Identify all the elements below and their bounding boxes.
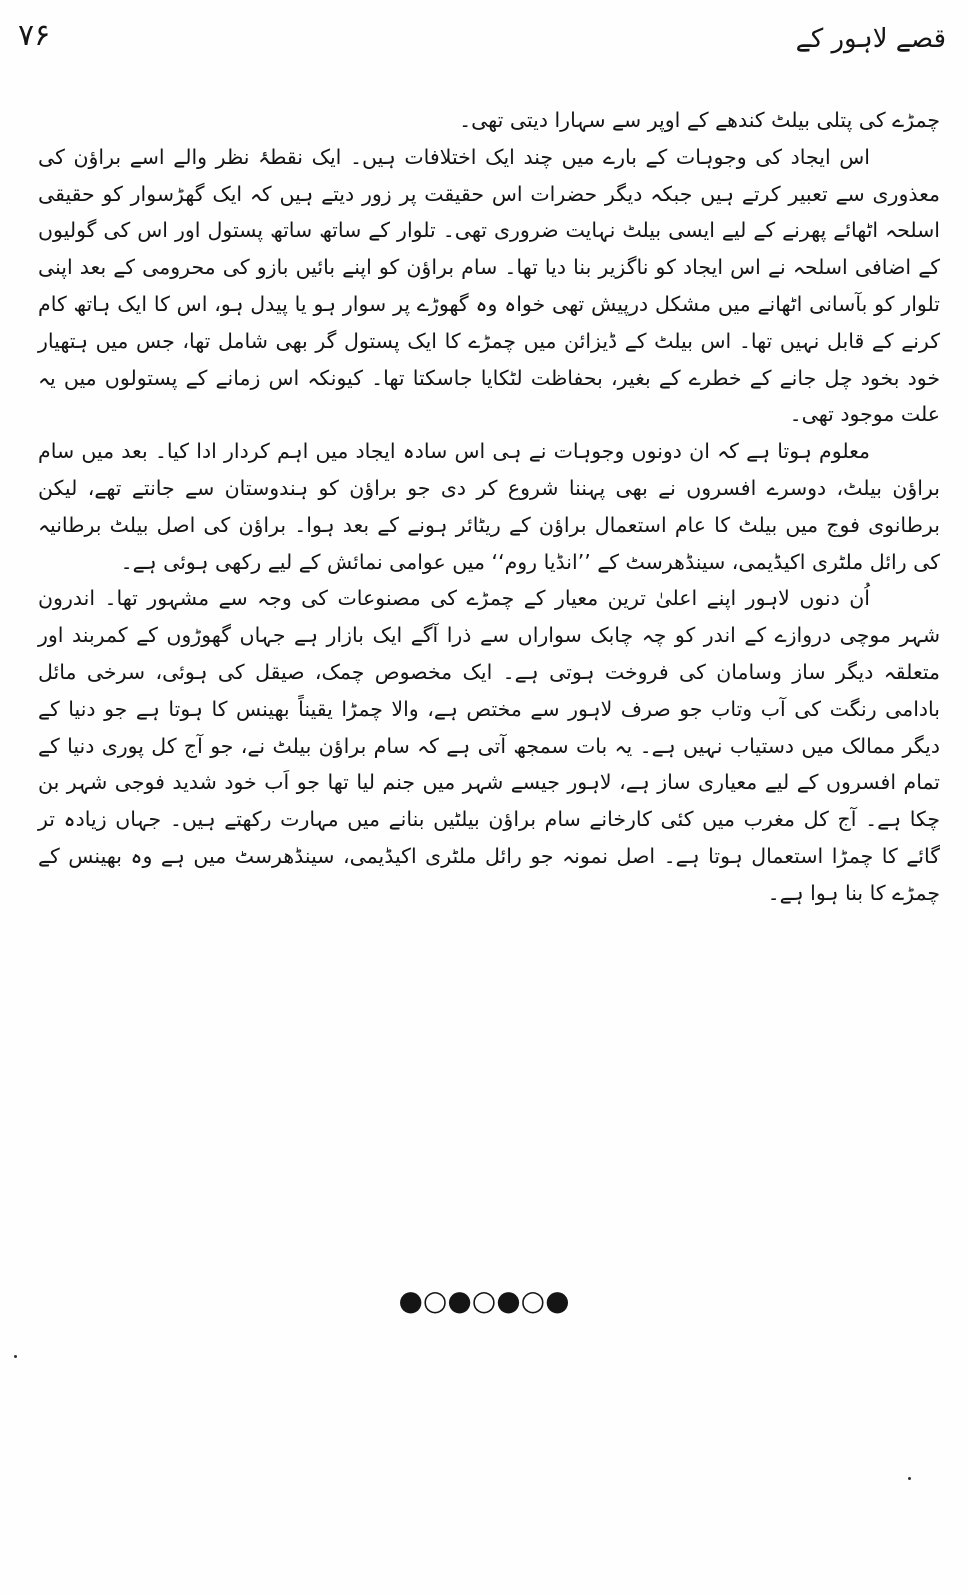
scan-speck [14, 1355, 17, 1358]
body-text [38, 102, 940, 912]
paragraph-2: اس ایجاد کی وجوہات کے بارے میں چند ایک اختلافات ہیں۔ ایک نقطۂ نظر والے اسے براؤن کی معذوری سے تعبیر کرتے ہیں جبکہ دیگر حضرات اس حقیقت پر زور دیتے ہیں کہ ایک گھڑسوار کو حقیقی اسلحہ اٹھائے پھرنے کے لیے ایسی بیلٹ نہایت ضروری تھی۔ تلوار کے ساتھ ساتھ پستول اور اس کی گولیوں کے اضافی اسلحہ نے اس ایجاد کو ناگزیر بنا دیا تھا۔ سام براؤن کو اپنے بائیں بازو کی محرومی کے بعد اپنی تلوار کو بآسانی اٹھانے میں مشکل درپیش تھی خواہ وہ گھوڑے پر سوار ہو یا پیدل ہو، اس کا ایک ہاتھ کام کرنے کے قابل نہیں تھا۔ اس بیلٹ کے ڈیزائن میں چمڑے کا ایک پستول گر بھی شامل تھا، جس میں ہتھیار خود بخود چل جانے کے خطرے کے بغیر، بحفاظت لٹکایا جاسکتا تھا۔ کیونکہ اس زمانے کے پستولوں میں یہ علت موجود تھی۔ [38, 144, 940, 427]
paragraph-4: اُن دنوں لاہور اپنے اعلیٰ ترین معیار کے چمڑے کی مصنوعات کی وجہ سے مشہور تھا۔ اندرون شہر موچی دروازے کے اندر کو چہ چابک سواراں سے ذرا آگے ایک بازار ہے جہاں گھوڑوں کے کمربند اور متعلقہ دیگر ساز وسامان کی فروخت ہوتی ہے۔ ایک مخصوص چمک، صیقل کی ہوئی، سرخی مائل بادامی رنگت کی آب وتاب جو صرف لاہور سے مختص ہے، والا چمڑا یقیناً بھینس کا ہوتا ہے جو دنیا کے دیگر ممالک میں دستیاب نہیں ہے۔ یہ بات سمجھ آتی ہے کہ سام براؤن بیلٹ نے، جو آج کل پوری دنیا کے تمام افسروں کے لیے معیاری ساز ہے، لاہور جیسے شہر میں جنم لیا تھا جو اَب خود شدید فوجی شہر بن چکا ہے۔ آج کل مغرب میں کئی کارخانے سام براؤن بیلٹیں بنانے میں مہارت رکھتے ہیں۔ جہاں زیادہ تر گائے کا چمڑا استعمال ہوتا ہے۔ اصل نمونہ جو رائل ملٹری اکیڈیمی، سینڈھرسٹ میں ہے وہ بھینس کے چمڑے کا بنا ہوا ہے۔ [38, 586, 940, 905]
section-end-ornament: ●○●○●○● [398, 1284, 570, 1317]
paragraph-1: چمڑے کی پتلی بیلٹ کندھے کے اوپر سے سہارا دیتی تھی۔ [459, 108, 940, 132]
paragraph-3: معلوم ہوتا ہے کہ ان دونوں وجوہات نے ہی اس سادہ ایجاد میں اہم کردار ادا کیا۔ بعد میں سام براؤن بیلٹ، دوسرے افسروں نے بھی پہننا شروع کر دی جو براؤن کو ہندوستان سے جانتے تھے، لیکن برطانوی فوج میں بیلٹ کا عام استعمال براؤن کے ریٹائر ہونے کے بعد ہوا۔ براؤن کی اصل بیلٹ برطانیہ کی رائل ملٹری اکیڈیمی، سینڈھرسٹ کے ’’انڈیا روم‘‘ میں عوامی نمائش کے لیے رکھی ہوئی ہے۔ [38, 439, 940, 574]
page-number: ۷۶ [18, 18, 51, 53]
scan-speck [908, 1477, 911, 1480]
running-title: قصے لاہور کے [795, 24, 946, 54]
page-header [18, 14, 946, 64]
